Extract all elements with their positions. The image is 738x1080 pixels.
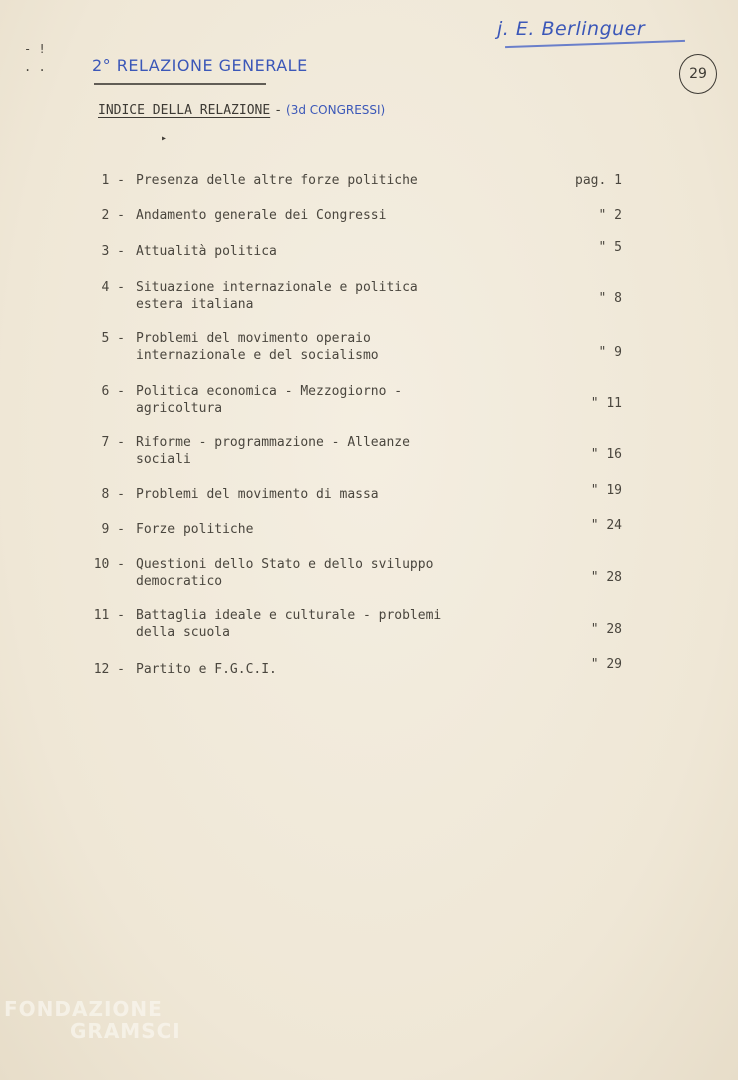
margin-mark: . .	[24, 60, 46, 74]
toc-entry-title-continuation: estera italiana	[136, 297, 254, 312]
index-heading-dash: -	[274, 103, 283, 118]
document-title: 2° RELAZIONE GENERALE	[92, 56, 308, 75]
handwritten-signature: j. E. Berlinguer	[497, 18, 646, 40]
toc-entry-number: 8 -	[101, 487, 125, 502]
page-number-badge: 29	[679, 54, 717, 94]
toc-entry-number: 10 -	[93, 557, 125, 572]
toc-entry-number: 3 -	[101, 244, 125, 259]
toc-entry-page: " 24	[590, 518, 622, 533]
archive-watermark	[4, 998, 181, 1042]
toc-entry-page: " 5	[598, 240, 622, 255]
toc-entry-page: " 19	[590, 483, 622, 498]
index-heading-handwritten-note: (3d CONGRESSI)	[286, 103, 386, 117]
toc-entry-title-continuation: della scuola	[136, 625, 230, 640]
toc-entry-page: pag. 1	[575, 173, 622, 188]
toc-entry-page: " 9	[598, 345, 622, 360]
toc-entry-number: 4 -	[101, 280, 125, 295]
toc-entry-title: Riforme - programmazione - Alleanze	[136, 435, 410, 450]
bullet-mark: ▸	[161, 133, 168, 144]
margin-mark: - !	[24, 42, 46, 56]
toc-entry-title: Andamento generale dei Congressi	[136, 208, 387, 223]
toc-entry-number: 9 -	[101, 522, 125, 537]
toc-entry-title: Partito e F.G.C.I.	[136, 662, 277, 677]
toc-entry-title-continuation: democratico	[136, 574, 223, 589]
toc-entry-number: 2 -	[101, 208, 125, 223]
toc-entry-title-continuation: internazionale e del socialismo	[136, 348, 379, 363]
toc-entry-number: 6 -	[101, 384, 125, 399]
toc-entry-page: " 28	[590, 622, 622, 637]
watermark-line: FONDAZIONE	[4, 997, 163, 1021]
index-heading-text: INDICE DELLA RELAZIONE	[98, 103, 271, 118]
toc-entry-title: Politica economica - Mezzogiorno -	[136, 384, 403, 399]
toc-entry-title: Forze politiche	[136, 522, 254, 537]
toc-entry-title: Attualità politica	[136, 244, 277, 259]
toc-entry-title-continuation: agricoltura	[136, 401, 223, 416]
toc-entry-number: 5 -	[101, 331, 125, 346]
toc-entry-page: " 29	[590, 657, 622, 672]
toc-entry-page: " 16	[590, 447, 622, 462]
toc-entry-title: Questioni dello Stato e dello sviluppo	[136, 557, 434, 572]
toc-entry-title: Presenza delle altre forze politiche	[136, 173, 418, 188]
toc-entry-title: Problemi del movimento operaio	[136, 331, 371, 346]
toc-entry-title: Problemi del movimento di massa	[136, 487, 379, 502]
watermark-line: GRAMSCI	[70, 1019, 181, 1043]
toc-entry-number: 1 -	[101, 173, 125, 188]
toc-entry-title-continuation: sociali	[136, 452, 191, 467]
toc-entry-page: " 8	[598, 291, 622, 306]
toc-entry-page: " 2	[598, 208, 622, 223]
toc-entry-number: 12 -	[93, 662, 125, 677]
toc-entry-page: " 28	[590, 570, 622, 585]
toc-entry-page: " 11	[590, 396, 622, 411]
toc-entry-title: Battaglia ideale e culturale - problemi	[136, 608, 442, 623]
toc-entry-title: Situazione internazionale e politica	[136, 280, 418, 295]
toc-entry-number: 11 -	[93, 608, 125, 623]
toc-entry-number: 7 -	[101, 435, 125, 450]
